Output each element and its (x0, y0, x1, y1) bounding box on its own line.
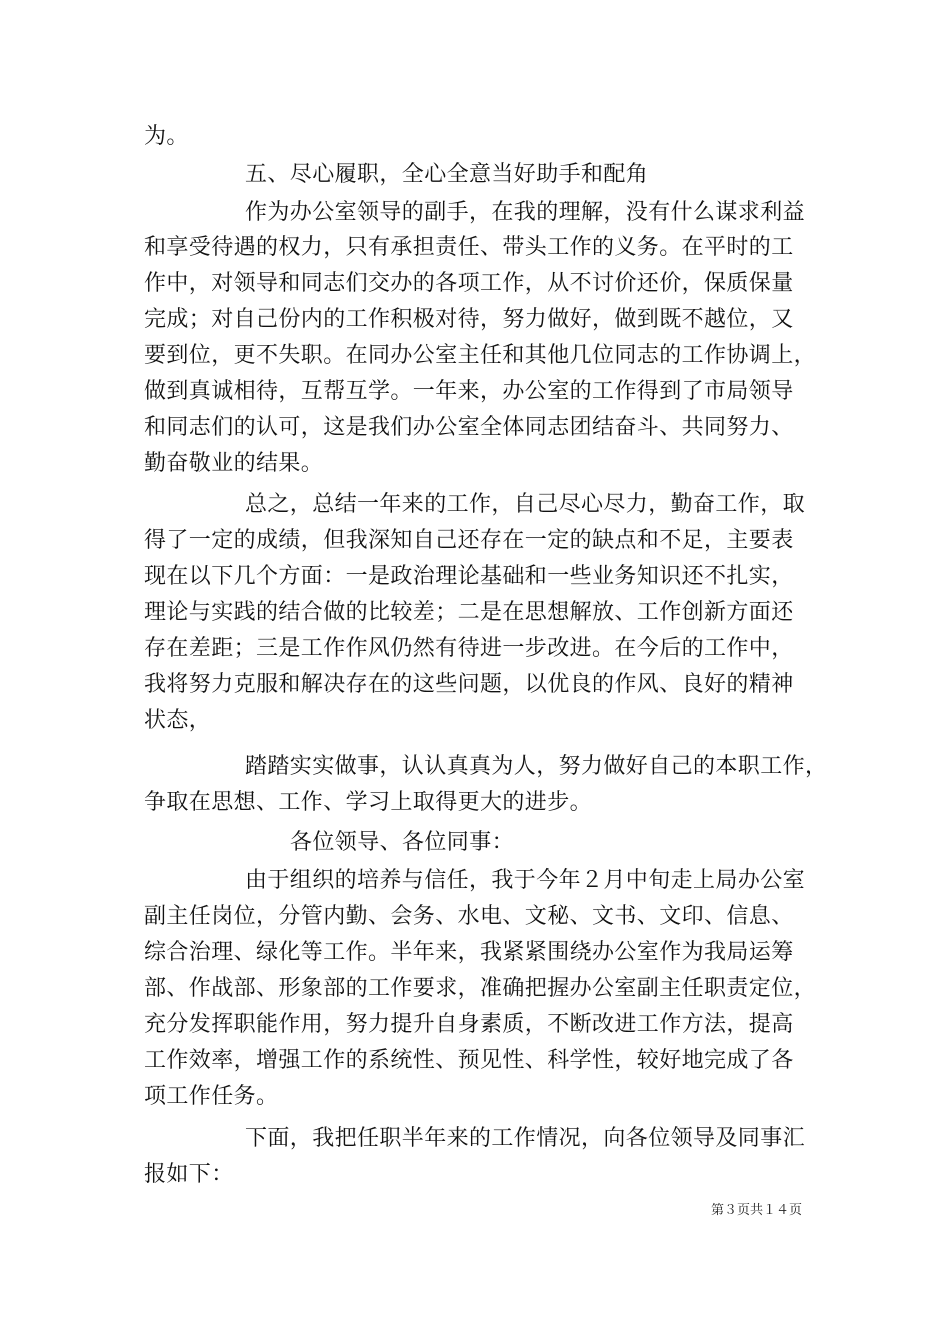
text-line: 报如下： (144, 1162, 234, 1187)
text-line: 总之，总结一年来的工作，自己尽心尽力，勤奋工作，取 (245, 492, 806, 517)
text-line: 我将努力克服和解决存在的这些问题，以优良的作风、良好的精神 (144, 672, 794, 697)
text-line: 和同志们的认可，这是我们办公室全体同志团结奋斗、共同努力、 (144, 415, 794, 440)
text-line: 工作效率，增强工作的系统性、预见性、科学性，较好地完成了各 (144, 1048, 794, 1073)
text-line: 充分发挥职能作用，努力提升自身素质，不断改进工作方法，提高 (144, 1012, 794, 1037)
text-line: 作为办公室领导的副手，在我的理解，没有什么谋求利益 (245, 200, 806, 225)
text-line: 部、作战部、形象部的工作要求，准确把握办公室副主任职责定位， (144, 976, 817, 1001)
page-number: 第３页共１４页 (711, 1203, 803, 1218)
text-line: 状态， (144, 708, 212, 733)
text-line: 下面，我把任职半年来的工作情况，向各位领导及同事汇 (245, 1126, 806, 1151)
text-line: 现在以下几个方面：一是政治理论基础和一些业务知识还不扎实， (144, 564, 794, 589)
section-heading: 五、尽心履职，全心全意当好助手和配角 (245, 162, 649, 187)
text-line: 踏踏实实做事，认认真真为人，努力做好自己的本职工作， (245, 754, 828, 779)
text-line: 存在差距；三是工作作风仍然有待进一步改进。在今后的工作中， (144, 636, 794, 661)
text-line: 做到真诚相待，互帮互学。一年来，办公室的工作得到了市局领导 (144, 379, 794, 404)
text-line: 综合治理、绿化等工作。半年来，我紧紧围绕办公室作为我局运筹 (144, 940, 794, 965)
text-line: 理论与实践的结合做的比较差；二是在思想解放、工作创新方面还 (144, 600, 794, 625)
text-line: 由于组织的培养与信任，我于今年２月中旬走上局办公室 (245, 868, 806, 893)
text-line: 作中，对领导和同志们交办的各项工作，从不讨价还价，保质保量 (144, 271, 794, 296)
text-line: 得了一定的成绩，但我深知自己还存在一定的缺点和不足，主要表 (144, 528, 794, 553)
text-line: 争取在思想、工作、学习上取得更大的进步。 (144, 790, 593, 815)
text-line: 项工作任务。 (144, 1084, 279, 1109)
text-line: 勤奋敬业的结果。 (144, 451, 324, 476)
text-line: 完成；对自己份内的工作积极对待，努力做好，做到既不越位，又 (144, 307, 794, 332)
text-line: 要到位，更不失职。在同办公室主任和其他几位同志的工作协调上， (144, 343, 817, 368)
text-line: 和享受待遇的权力，只有承担责任、带头工作的义务。在平时的工 (144, 235, 794, 260)
text-line: 副主任岗位，分管内勤、会务、水电、文秘、文书、文印、信息、 (144, 904, 794, 929)
salutation: 各位领导、各位同事： (290, 830, 515, 855)
text-line: 为。 (144, 124, 189, 149)
